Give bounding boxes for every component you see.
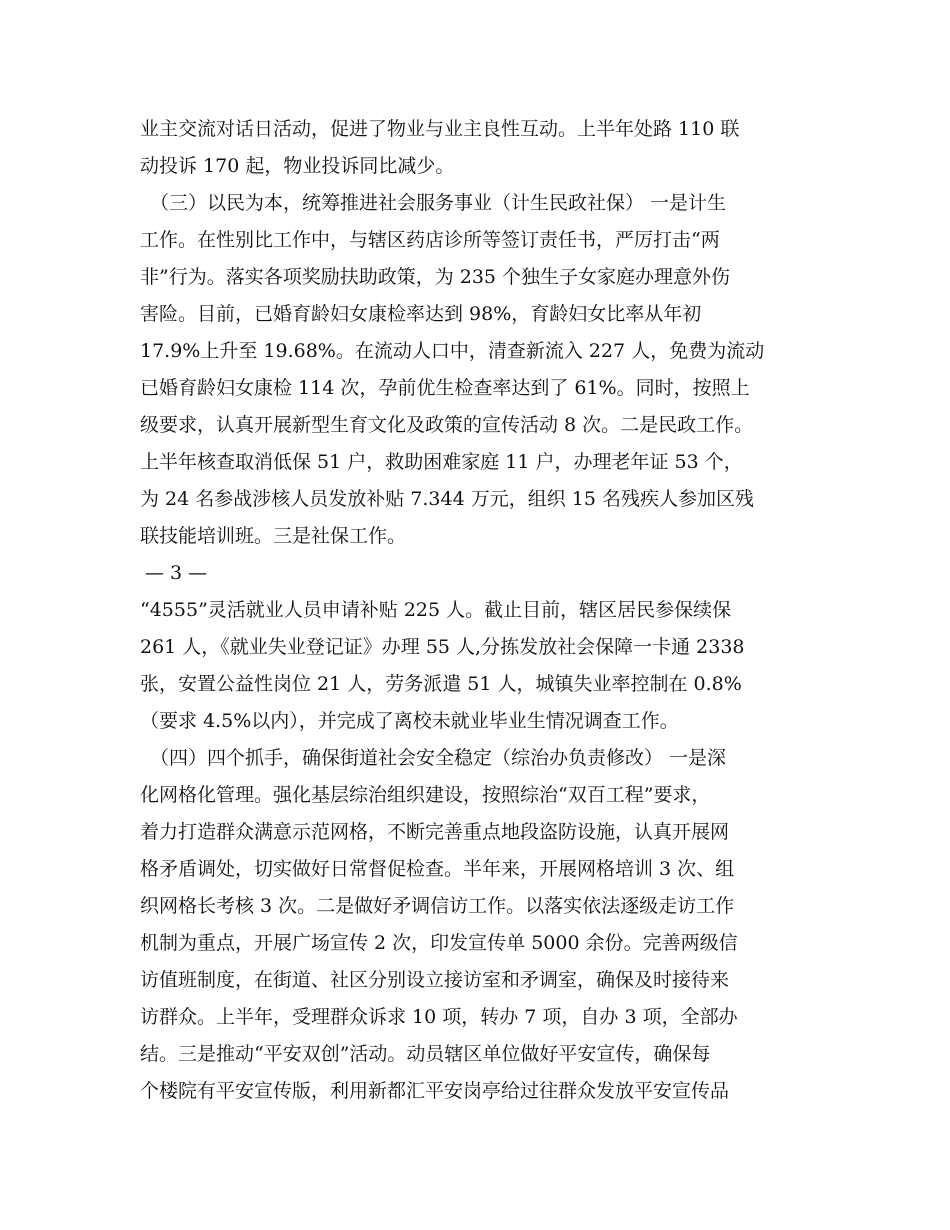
text-line: 联技能培训班。三是社保工作。 [140,525,407,547]
text-line: 动投诉 170 起，物业投诉同比减少。 [140,155,455,177]
section-heading-line: （四）四个抓手，确保街道社会安全稳定（综治办负责修改） 一是深 [150,747,727,769]
text-line: 访值班制度，在街道、社区分别设立接访室和矛调室，确保及时接待来 [140,969,730,991]
section-heading-line: （三）以民为本，统筹推进社会服务事业（计生民政社保） 一是计生 [150,192,727,214]
text-line: 着力打造群众满意示范网格，不断完善重点地段盗防设施，认真开展网 [140,821,730,843]
text-line: 织网格长考核 3 次。二是做好矛调信访工作。以落实依法逐级走访工作 [140,895,735,917]
text-line: 非”行为。落实各项奖励扶助政策，为 235 个独生子女家庭办理意外伤 [140,266,731,288]
text-line: 访群众。上半年，受理群众诉求 10 项，转办 7 项，自办 3 项，全部办 [140,1006,738,1028]
text-line: 机制为重点，开展广场宣传 2 次，印发宣传单 5000 余份。完善两级信 [140,932,738,954]
text-line: 格矛盾调处，切实做好日常督促检查。半年来，开展网格培训 3 次、组 [140,858,735,880]
text-line: 化网格化管理。强化基层综治组织建设，按照综治“双百工程”要求， [140,784,711,806]
text-line: 害险。目前，已婚育龄妇女康检率达到 98%，育龄妇女比率从年初 [140,303,702,325]
text-line: 个楼院有平安宣传版，利用新都汇平安岗亭给过往群众发放平安宣传品 [140,1080,730,1102]
text-line: “4555”灵活就业人员申请补贴 225 人。截止目前，辖区居民参保续保 [140,599,732,621]
text-line: （要求 4.5%以内），并完成了离校未就业毕业生情况调查工作。 [140,710,679,732]
text-line: 上半年核查取消低保 51 户，救助困难家庭 11 户，办理老年证 53 个， [140,451,743,473]
text-line: 261 人，《就业失业登记证》办理 55 人,分拣发放社会保障一卡通 2338 [140,636,745,658]
text-line: 结。三是推动“平安双创”活动。动员辖区单位做好平安宣传，确保每 [140,1043,711,1065]
text-line: 张，安置公益性岗位 21 人，劳务派遣 51 人，城镇失业率控制在 0.8% [140,673,742,695]
text-line: 已婚育龄妇女康检 114 次，孕前优生检查率达到了 61%。同时，按照上 [140,377,750,399]
text-line: 级要求，认真开展新型生育文化及政策的宣传活动 8 次。二是民政工作。 [140,414,754,436]
text-line: 业主交流对话日活动，促进了物业与业主良性互动。上半年处路 110 联 [140,118,740,140]
text-line: 工作。在性别比工作中，与辖区药店诊所等签订责任书，严厉打击“两 [140,229,720,251]
text-line: 为 24 名参战涉核人员发放补贴 7.344 万元，组织 15 名残疾人参加区残 [140,488,754,510]
page-number: — 3 — [145,562,208,584]
text-line: 17.9%上升至 19.68%。在流动人口中，清查新流入 227 人，免费为流动 [140,340,765,362]
